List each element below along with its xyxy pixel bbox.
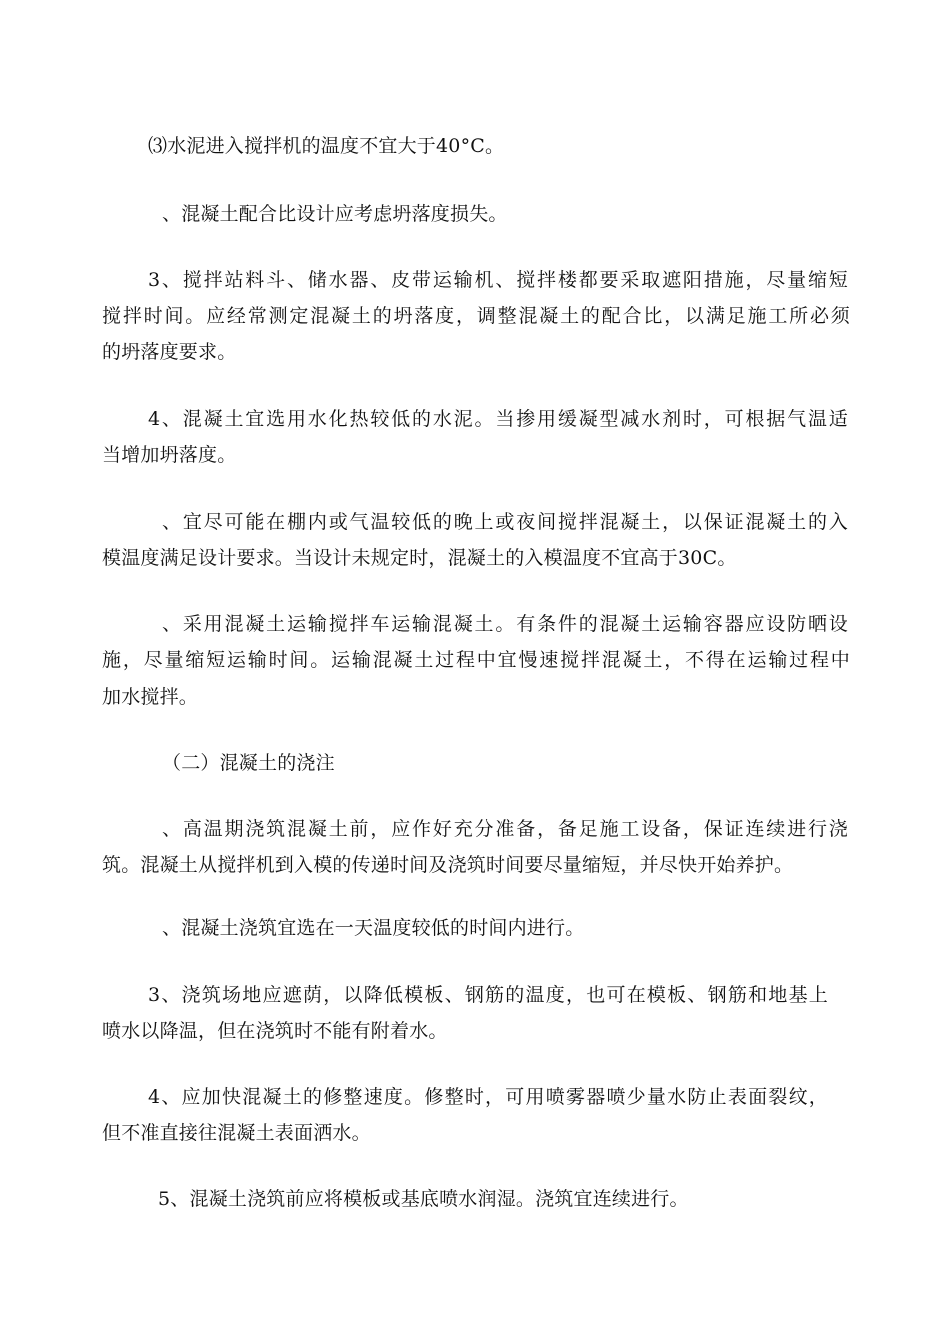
paragraph-9-line-1: 、混凝土浇筑宜选在一天温度较低的时间内进行。 — [162, 917, 585, 939]
paragraph-8-line-1: 、高温期浇筑混凝土前，应作好充分准备，备足施工设备，保证连续进行浇 — [162, 818, 848, 840]
paragraph-10-line-1: 3、浇筑场地应遮荫，以降低模板、钢筋的温度，也可在模板、钢筋和地基上 — [148, 984, 828, 1006]
paragraph-11-line-1: 4、应加快混凝土的修整速度。修整时，可用喷雾器喷少量水防止表面裂纹， — [148, 1086, 828, 1108]
paragraph-4-line-2: 当增加坍落度。 — [102, 444, 237, 466]
paragraph-3-line-3: 的坍落度要求。 — [102, 341, 237, 363]
paragraph-5-line-2: 模温度满足设计要求。当设计未规定时，混凝土的入模温度不宜高于30C。 — [102, 547, 737, 569]
paragraph-3-line-2: 搅拌时间。应经常测定混凝土的坍落度，调整混凝土的配合比，以满足施工所必须 — [102, 305, 850, 327]
paragraph-6-line-2: 施，尽量缩短运输时间。运输混凝土过程中宜慢速搅拌混凝土，不得在运输过程中 — [102, 649, 850, 671]
paragraph-5-line-1: 、宜尽可能在棚内或气温较低的晚上或夜间搅拌混凝土，以保证混凝土的入 — [162, 511, 848, 533]
paragraph-3-line-1: 3、搅拌站料斗、储水器、皮带运输机、搅拌楼都要采取遮阳措施，尽量缩短 — [148, 269, 848, 291]
paragraph-2-line-1: 、混凝土配合比设计应考虑坍落度损失。 — [162, 203, 508, 225]
paragraph-1-line-1: ⑶水泥进入搅拌机的温度不宜大于40°C。 — [148, 135, 505, 157]
paragraph-10-line-2: 喷水以降温，但在浇筑时不能有附着水。 — [102, 1020, 448, 1042]
paragraph-4-line-1: 4、混凝土宜选用水化热较低的水泥。当掺用缓凝型减水剂时，可根据气温适 — [148, 408, 848, 430]
paragraph-12-line-1: 5、混凝土浇筑前应将模板或基底喷水润湿。浇筑宜连续进行。 — [158, 1188, 689, 1210]
paragraph-8-line-2: 筑。混凝土从搅拌机到入模的传递时间及浇筑时间要尽量缩短，并尽快开始养护。 — [102, 854, 794, 876]
paragraph-11-line-2: 但不准直接往混凝土表面洒水。 — [102, 1122, 371, 1144]
paragraph-6-line-1: 、采用混凝土运输搅拌车运输混凝土。有条件的混凝土运输容器应设防晒设 — [162, 613, 848, 635]
section-heading: （二）混凝土的浇注 — [162, 752, 335, 774]
paragraph-6-line-3: 加水搅拌。 — [102, 686, 199, 708]
